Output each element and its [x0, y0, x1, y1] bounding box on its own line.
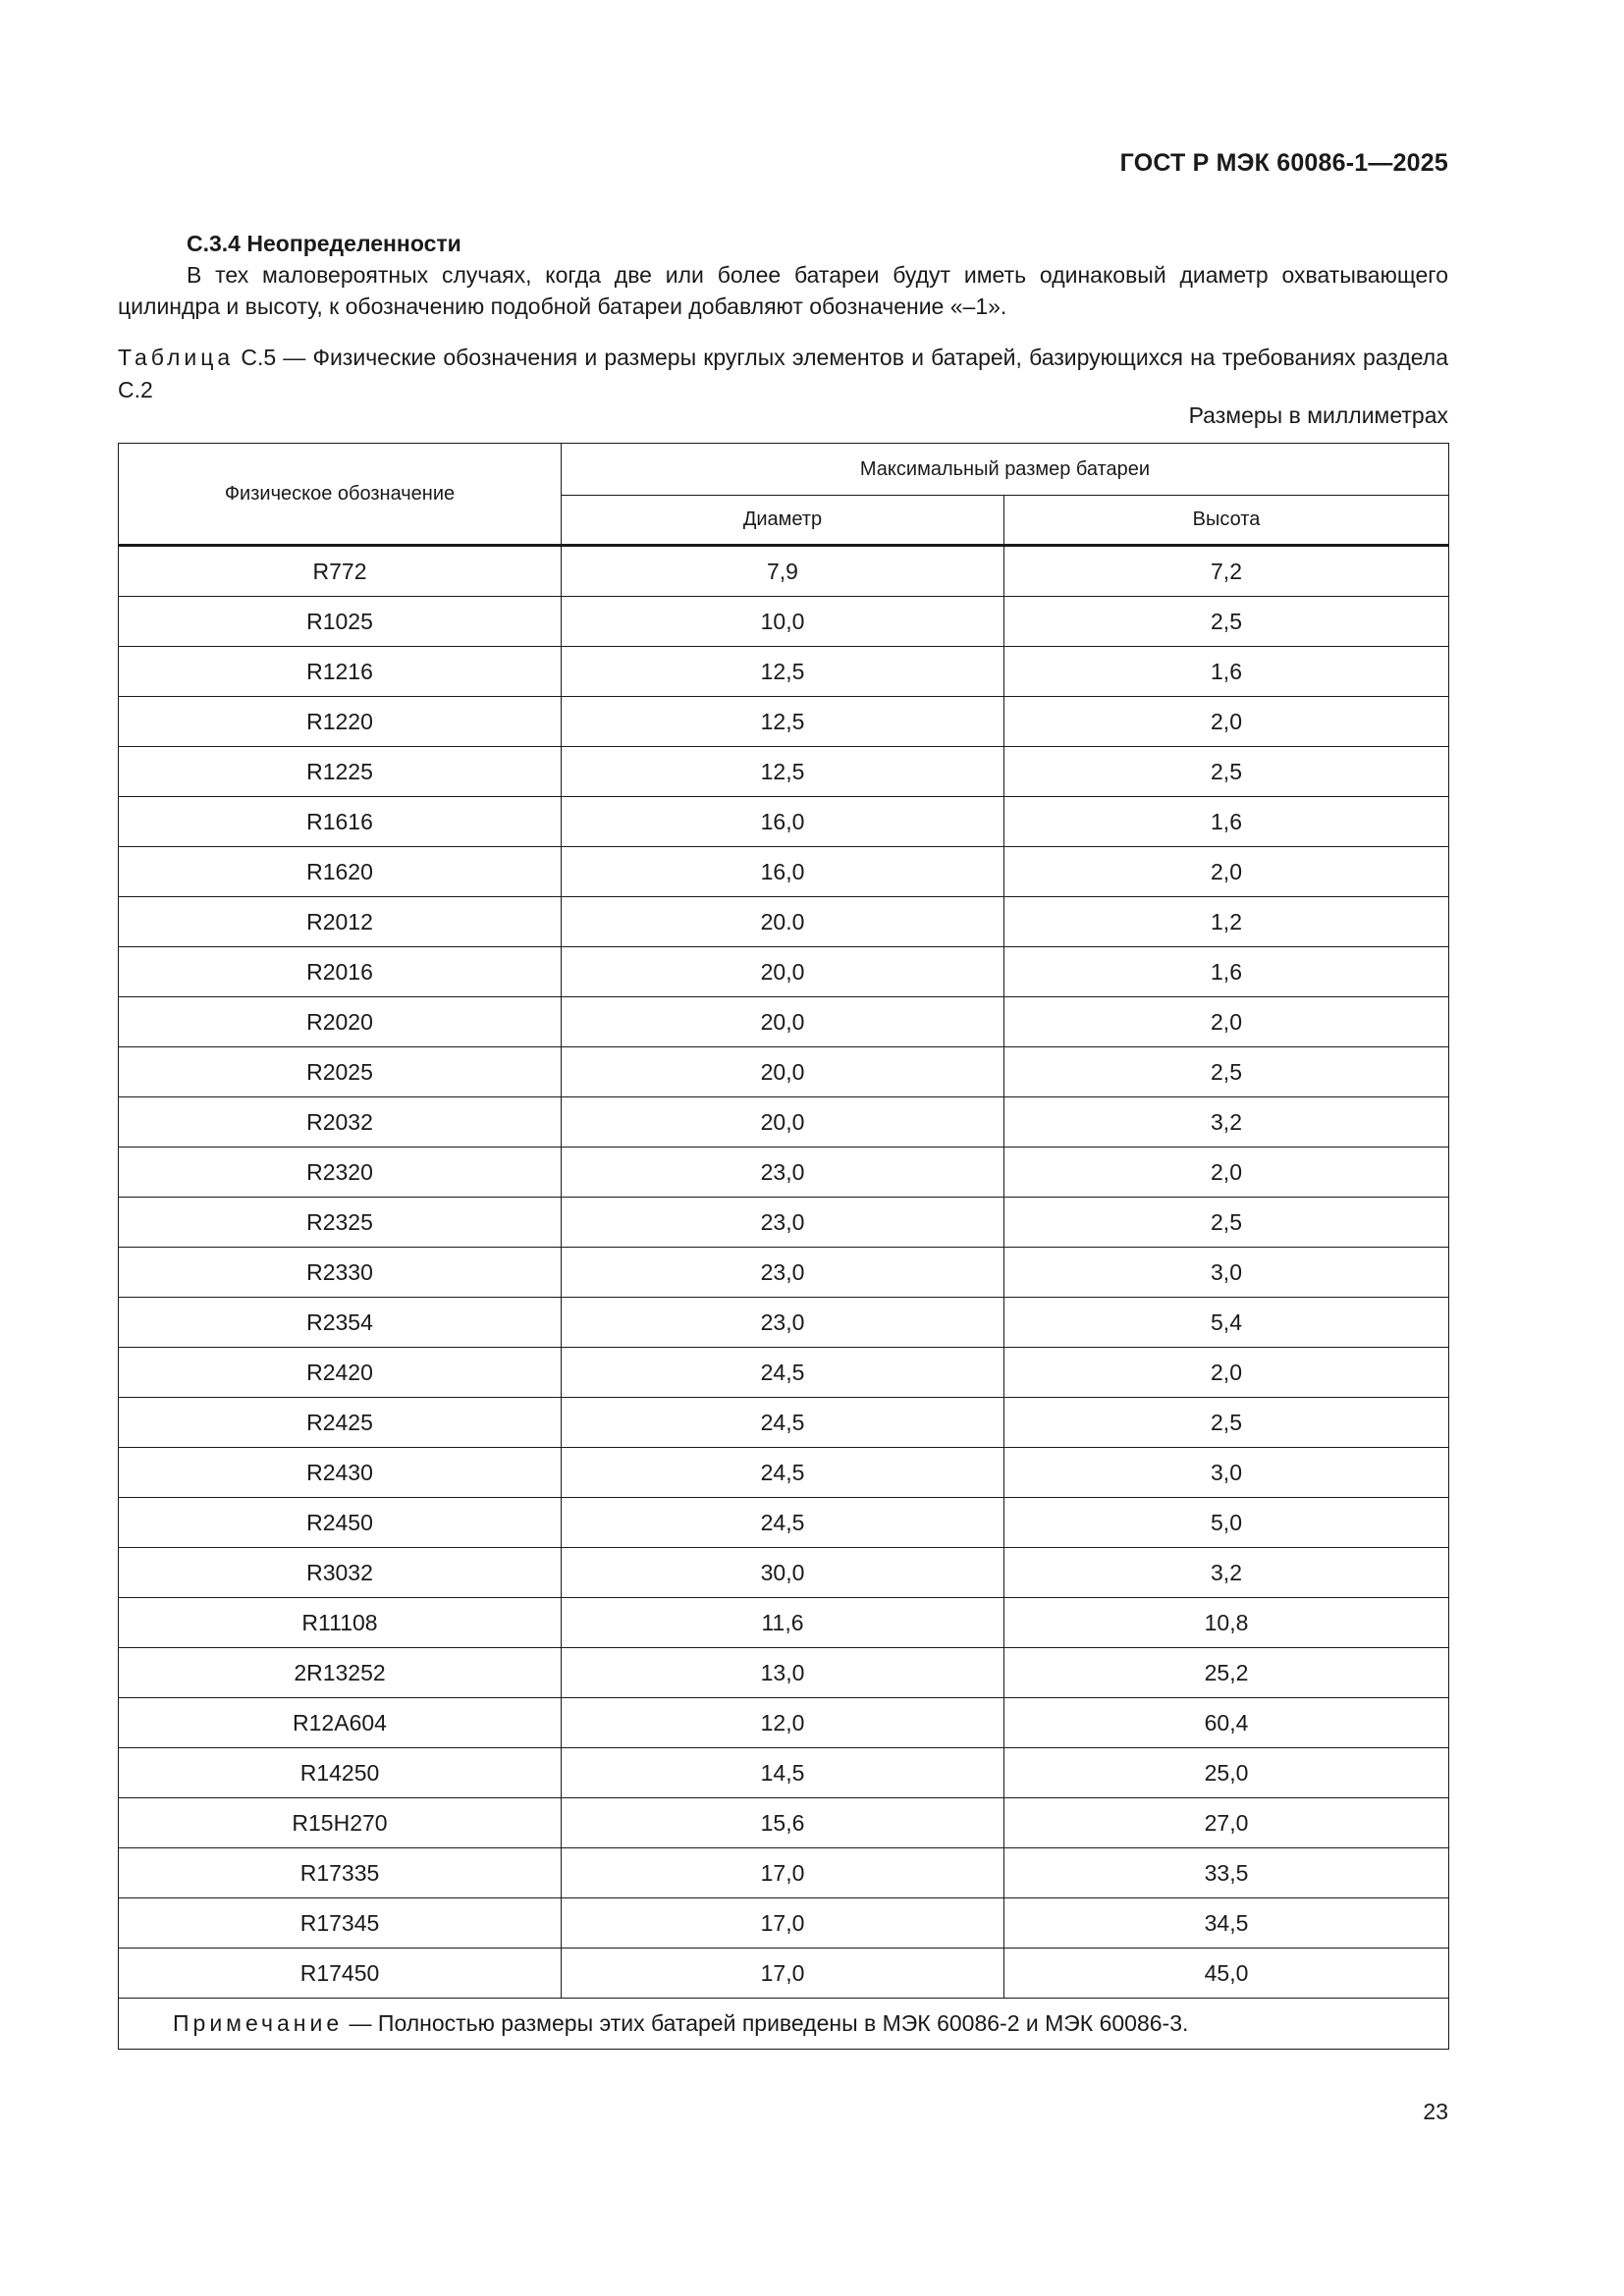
table-row [119, 1848, 1449, 1898]
cell-height: 25,0 [1004, 1748, 1449, 1798]
cell-designation: R2425 [119, 1398, 562, 1448]
cell-height: 1,2 [1004, 897, 1449, 947]
cell-diameter: 12,5 [562, 747, 1004, 797]
table-row [119, 1949, 1449, 1999]
table-row [119, 997, 1449, 1047]
cell-designation: R15H270 [119, 1798, 562, 1848]
cell-designation: R1225 [119, 747, 562, 797]
header-height: Высота [1004, 496, 1449, 546]
cell-height: 5,0 [1004, 1498, 1449, 1548]
cell-height: 1,6 [1004, 797, 1449, 847]
cell-height: 2,5 [1004, 1398, 1449, 1448]
table-row [119, 697, 1449, 747]
table-note [119, 1999, 1449, 2050]
cell-height: 2,0 [1004, 1348, 1449, 1398]
cell-height: 3,0 [1004, 1448, 1449, 1498]
cell-diameter: 23,0 [562, 1198, 1004, 1248]
cell-designation: R11108 [119, 1598, 562, 1648]
table-caption-text: С.5 — Физические обозначения и размеры круглых элементов и батарей, базирующихся на требованиях раздела С.2 [118, 345, 1448, 402]
cell-diameter: 11,6 [562, 1598, 1004, 1648]
cell-designation: R1216 [119, 647, 562, 697]
cell-designation: R17345 [119, 1898, 562, 1949]
cell-designation: R1025 [119, 597, 562, 647]
cell-diameter: 20,0 [562, 1097, 1004, 1148]
cell-diameter: 20.0 [562, 897, 1004, 947]
cell-height: 2,0 [1004, 697, 1449, 747]
cell-diameter: 12,5 [562, 647, 1004, 697]
table-row [119, 797, 1449, 847]
table-row [119, 947, 1449, 997]
cell-designation: R2420 [119, 1348, 562, 1398]
table-row [119, 1398, 1449, 1448]
note-text: — Полностью размеры этих батарей приведены в МЭК 60086-2 и МЭК 60086-3. [343, 2010, 1189, 2036]
table-row [119, 597, 1449, 647]
cell-designation: R772 [119, 546, 562, 597]
cell-height: 2,5 [1004, 1047, 1449, 1097]
table-row [119, 1598, 1449, 1648]
cell-diameter: 20,0 [562, 997, 1004, 1047]
table-row [119, 747, 1449, 797]
cell-designation: R2354 [119, 1298, 562, 1348]
cell-diameter: 20,0 [562, 947, 1004, 997]
cell-designation: R2020 [119, 997, 562, 1047]
cell-diameter: 30,0 [562, 1548, 1004, 1598]
cell-height: 2,0 [1004, 997, 1449, 1047]
cell-height: 3,2 [1004, 1548, 1449, 1598]
cell-height: 2,5 [1004, 1198, 1449, 1248]
cell-height: 5,4 [1004, 1298, 1449, 1348]
note-row [119, 1999, 1449, 2050]
units-note: Размеры в миллиметрах [1188, 402, 1448, 428]
cell-designation: R17335 [119, 1848, 562, 1898]
table-row [119, 1198, 1449, 1248]
table-row [119, 1498, 1449, 1548]
cell-height: 2,5 [1004, 597, 1449, 647]
cell-height: 25,2 [1004, 1648, 1449, 1698]
cell-height: 7,2 [1004, 546, 1449, 597]
cell-diameter: 23,0 [562, 1298, 1004, 1348]
table-row [119, 1448, 1449, 1498]
header-designation: Физическое обозначение [119, 444, 562, 546]
note-label: Примечание [173, 2010, 344, 2036]
cell-designation: R12A604 [119, 1698, 562, 1748]
cell-diameter: 15,6 [562, 1798, 1004, 1848]
cell-height: 10,8 [1004, 1598, 1449, 1648]
table-caption [118, 342, 1448, 406]
table-row [119, 1648, 1449, 1698]
cell-designation: R2325 [119, 1198, 562, 1248]
table-row [119, 1047, 1449, 1097]
document-id: ГОСТ Р МЭК 60086-1—2025 [1119, 149, 1448, 177]
cell-designation: R2016 [119, 947, 562, 997]
cell-diameter: 17,0 [562, 1898, 1004, 1949]
table-row [119, 1898, 1449, 1949]
cell-designation: R2430 [119, 1448, 562, 1498]
table-row [119, 546, 1449, 597]
cell-height: 34,5 [1004, 1898, 1449, 1949]
table-row [119, 1698, 1449, 1748]
table-row [119, 1548, 1449, 1598]
cell-diameter: 24,5 [562, 1448, 1004, 1498]
cell-designation: R2320 [119, 1148, 562, 1198]
table-row [119, 1298, 1449, 1348]
cell-diameter: 10,0 [562, 597, 1004, 647]
table-row [119, 1348, 1449, 1398]
cell-diameter: 17,0 [562, 1949, 1004, 1999]
cell-height: 33,5 [1004, 1848, 1449, 1898]
cell-height: 3,2 [1004, 1097, 1449, 1148]
table-body [119, 546, 1449, 1999]
cell-height: 45,0 [1004, 1949, 1449, 1999]
cell-diameter: 17,0 [562, 1848, 1004, 1898]
cell-diameter: 12,5 [562, 697, 1004, 747]
cell-diameter: 14,5 [562, 1748, 1004, 1798]
dimensions-table [118, 443, 1449, 2050]
cell-height: 1,6 [1004, 947, 1449, 997]
cell-diameter: 23,0 [562, 1148, 1004, 1198]
section-title: С.3.4 Неопределенности [187, 231, 461, 256]
table-row [119, 647, 1449, 697]
cell-height: 27,0 [1004, 1798, 1449, 1848]
cell-height: 2,5 [1004, 747, 1449, 797]
section-body: В тех маловероятных случаях, когда две или более батареи будут иметь одинаковый диаметр охватывающего цилиндра и высоту, к обозначению подобной батареи добавляют обозначение «–1». [118, 262, 1448, 319]
cell-height: 3,0 [1004, 1248, 1449, 1298]
section-c-3-4 [118, 228, 1448, 322]
cell-height: 2,0 [1004, 1148, 1449, 1198]
cell-diameter: 24,5 [562, 1398, 1004, 1448]
cell-height: 2,0 [1004, 847, 1449, 897]
cell-designation: R2012 [119, 897, 562, 947]
table-row [119, 897, 1449, 947]
cell-designation: R14250 [119, 1748, 562, 1798]
cell-diameter: 16,0 [562, 797, 1004, 847]
cell-diameter: 24,5 [562, 1498, 1004, 1548]
cell-designation: R1616 [119, 797, 562, 847]
cell-designation: R2330 [119, 1248, 562, 1298]
cell-designation: R2032 [119, 1097, 562, 1148]
header-max-size: Максимальный размер батареи [562, 444, 1449, 496]
table-row [119, 1798, 1449, 1848]
cell-diameter: 23,0 [562, 1248, 1004, 1298]
cell-designation: R1220 [119, 697, 562, 747]
cell-diameter: 20,0 [562, 1047, 1004, 1097]
cell-diameter: 24,5 [562, 1348, 1004, 1398]
cell-height: 60,4 [1004, 1698, 1449, 1748]
table-row [119, 1097, 1449, 1148]
cell-diameter: 13,0 [562, 1648, 1004, 1698]
cell-designation: R2025 [119, 1047, 562, 1097]
cell-designation: R3032 [119, 1548, 562, 1598]
page-number: 23 [1423, 2099, 1448, 2124]
cell-diameter: 16,0 [562, 847, 1004, 897]
cell-height: 1,6 [1004, 647, 1449, 697]
cell-designation: R17450 [119, 1949, 562, 1999]
cell-diameter: 12,0 [562, 1698, 1004, 1748]
cell-designation: 2R13252 [119, 1648, 562, 1698]
cell-diameter: 7,9 [562, 546, 1004, 597]
cell-designation: R1620 [119, 847, 562, 897]
header-diameter: Диаметр [562, 496, 1004, 546]
table-row [119, 847, 1449, 897]
table-caption-label: Таблица [118, 345, 235, 370]
cell-designation: R2450 [119, 1498, 562, 1548]
table-row [119, 1748, 1449, 1798]
table-row [119, 1248, 1449, 1298]
table-row [119, 1148, 1449, 1198]
